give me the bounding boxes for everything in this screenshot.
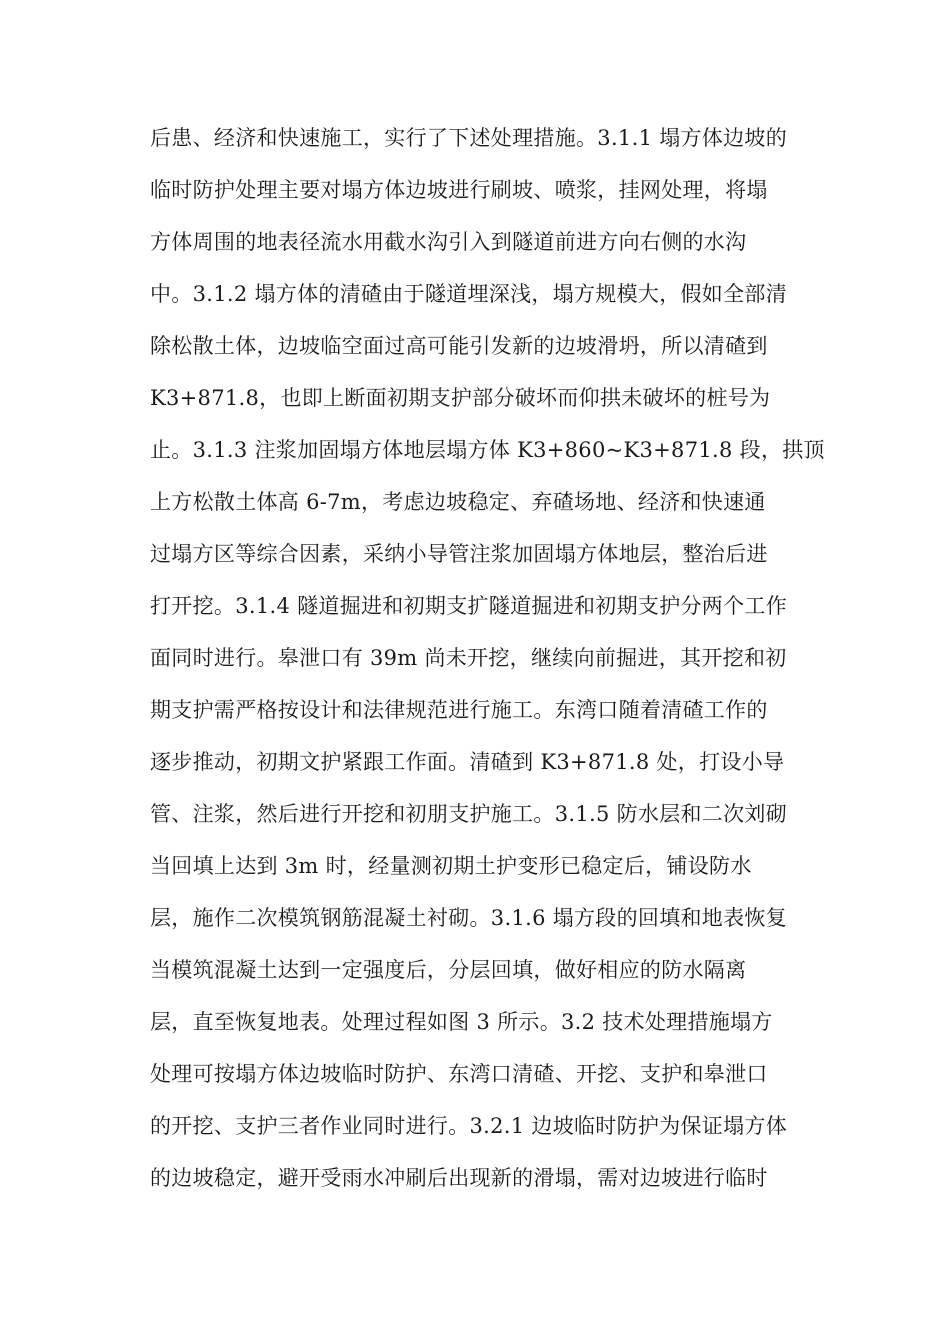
text-line: 的开挖、支护三者作业同时进行。3.2.1 边坡临时防护为保证塌方体 [150, 1114, 788, 1138]
text-line: 层，施作二次模筑钢筋混凝土衬砌。3.1.6 塌方段的回填和地表恢复 [150, 906, 788, 930]
text-line: 方体周围的地表径流水用截水沟引入到隧道前进方向右侧的水沟 [150, 230, 747, 254]
text-line: 面同时进行。皋泄口有 39m 尚未开挖，继续向前掘进，其开挖和初 [150, 646, 787, 670]
text-line: 层，直至恢复地表。处理过程如图 3 所示。3.2 技术处理措施塌方 [150, 1010, 773, 1034]
text-line: 上方松散土体高 6-7m，考虑边坡稳定、弃碴场地、经济和快速通 [150, 490, 766, 514]
text-line: 处理可按塌方体边坡临时防护、东湾口清碴、开挖、支护和皋泄口 [150, 1062, 768, 1086]
text-line: K3+871.8，也即上断面初期支护部分破坏而仰拱未破坏的桩号为 [150, 386, 771, 410]
text-line: 期支护需严格按设计和法律规范进行施工。东湾口随着清碴工作的 [150, 698, 768, 722]
text-line: 当模筑混凝土达到一定强度后，分层回填，做好相应的防水隔离 [150, 958, 747, 982]
text-line: 管、注浆，然后进行开挖和初朋支护施工。3.1.5 防水层和二次刘砌 [150, 802, 788, 826]
text-line: 过塌方区等综合因素，采纳小导管注浆加固塌方体地层，整治后进 [150, 542, 768, 566]
text-line: 临时防护处理主要对塌方体边坡进行刷坡、喷浆，挂网处理，将塌 [150, 178, 768, 202]
text-line: 打开挖。3.1.4 隧道掘进和初期支扩隧道掘进和初期支护分两个工作 [150, 594, 788, 618]
text-line: 的边坡稳定，避开受雨水冲刷后出现新的滑塌，需对边坡进行临时 [150, 1166, 768, 1190]
body-text [150, 114, 825, 1206]
text-line: 当回填上达到 3m 时，经量测初期土护变形已稳定后，铺设防水 [150, 854, 752, 878]
text-line: 后患、经济和快速施工，实行了下述处理措施。3.1.1 塌方体边坡的 [150, 126, 788, 150]
text-line: 止。3.1.3 注浆加固塌方体地层塌方体 K3+860~K3+871.8 段，拱顶 [150, 438, 825, 462]
text-line: 中。3.1.2 塌方体的清碴由于隧道埋深浅，塌方规模大，假如全部清 [150, 282, 788, 306]
text-line: 除松散土体，边坡临空面过高可能引发新的边坡滑坍，所以清碴到 [150, 334, 768, 358]
text-line: 逐步推动，初期文护紧跟工作面。清碴到 K3+871.8 处，打设小导 [150, 750, 785, 774]
